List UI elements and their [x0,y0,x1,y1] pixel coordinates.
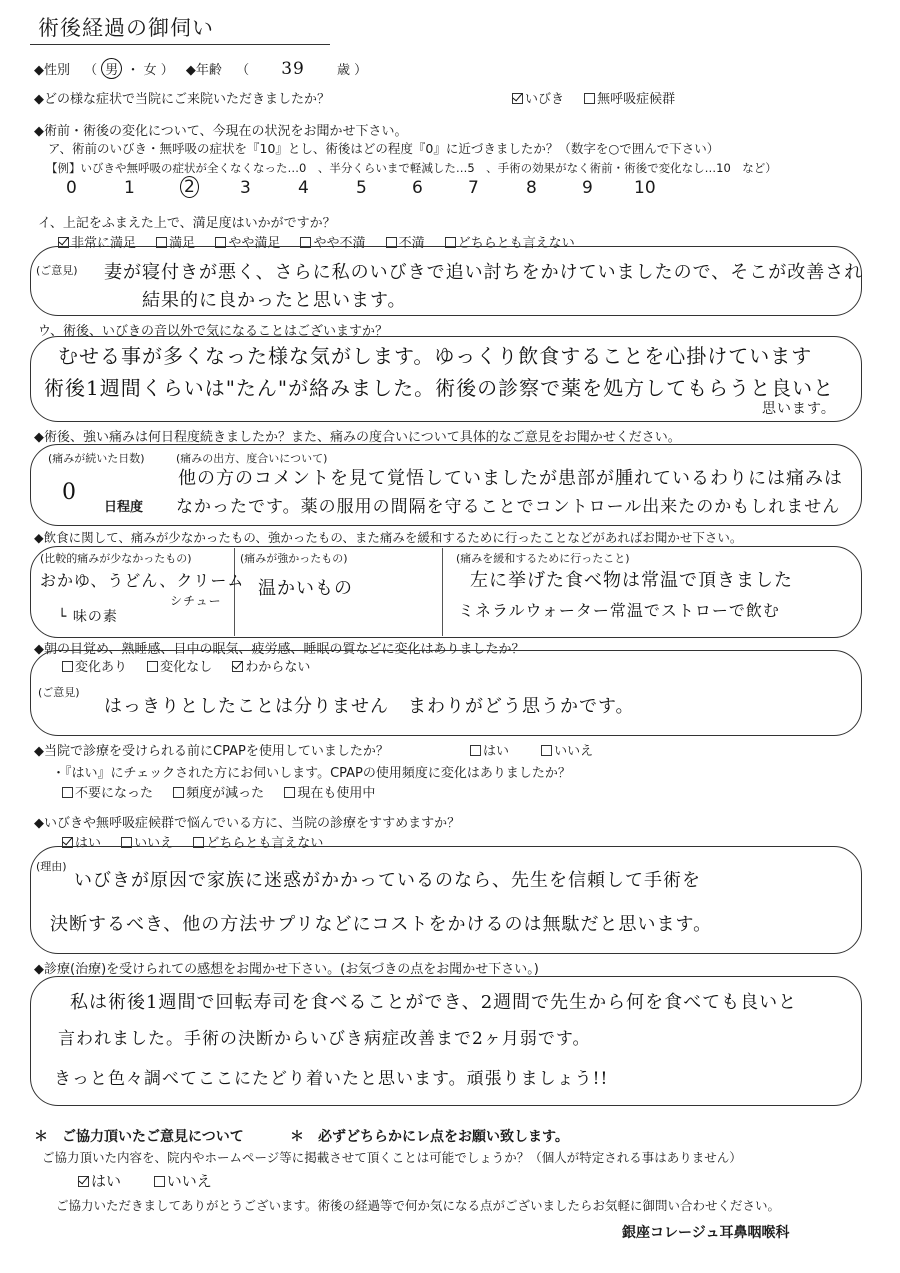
option-dissatisfied: 不満 [398,236,425,251]
option-no-change: 変化なし [160,660,213,675]
option-somewhat-dissatisfied: やや不満 [313,236,366,251]
footer-note1: ＊ ご協力頂いたご意見について [34,1129,244,1145]
publish-options [78,1170,228,1191]
option-cpap-yes: はい [483,744,510,759]
food-divider-2 [442,548,443,636]
option-changed: 変化あり [75,660,128,675]
option-apnea: 無呼吸症候群 [597,92,676,107]
footer-thanks: ご協力いただきましてありがとうございます。術後の経過等で何か気になる点がございましたらお気軽に御問い合わせください。 [56,1198,781,1213]
scale-8[interactable]: 8 [526,178,537,198]
scale-6[interactable]: 6 [412,178,423,198]
q-change-text: ◆術前・術後の変化について、今現在の状況をお聞かせ下さい。 [34,124,408,139]
satisfaction-opinion-label: (ご意見) [36,264,78,277]
option-cpap-no: いいえ [554,744,594,759]
option-no-longer-needed: 不要になった [75,786,154,801]
q-change-example: 【例】いびきや無呼吸の症状が全くなくなった…0 、半分くらいまで軽減した…5 、手術の効果がなく術前・術後で変化なし…10 など） [46,161,777,175]
clinic-name: 銀座コレージュ耳鼻咽喉科 [622,1225,790,1241]
title-underline [30,44,330,45]
page-title: 術後経過の御伺い [38,16,214,40]
sex-separator: ・ [126,63,140,78]
pain-days-value[interactable]: 0 [62,480,77,505]
scale-3[interactable]: 3 [240,178,251,198]
option-somewhat-satisfied: やや満足 [228,236,281,251]
option-publish-no: いいえ [166,1172,212,1190]
sex-female-option[interactable]: 女 [143,63,157,78]
checkbox-cpap-yes[interactable] [470,745,481,756]
checkbox-publish-yes[interactable] [78,1176,89,1187]
footer-publish-question: ご協力頂いた内容を、院内やホームページ等に掲載させて頂くことは可能でしょうか？（個人が特定される事はありません） [42,1150,742,1165]
food-col1-line1: おかゆ、うどん、クリーム [40,571,245,590]
food-col2-answer: 温かいもの [258,578,353,599]
sex-male-option[interactable]: 男 [101,58,122,79]
age-label: ◆年齢 [185,63,222,78]
satisfaction-answer-line1: 妻が寝付きが悪く、さらに私のいびきで追い討ちをかけていましたので、そこが改善され [104,262,864,283]
age-value[interactable]: 39 [281,59,305,79]
q-satisfaction-text: イ、上記をふまえた上で、満足度はいかがですか？ [38,216,336,231]
q-symptom-text: ◆どの様な症状で当院にご来院いただきましたか？ [34,92,330,107]
food-col3-label: (痛みを緩和するために行ったこと) [456,552,630,565]
food-col1-line2: シチュー [170,594,222,608]
pain-days-unit: 日程度 [104,500,144,515]
impression-answer-line3: きっと色々調べてここにたどり着いたと思います。頑張りましょう!! [54,1069,609,1089]
recommend-reason-label: (理由) [36,860,67,873]
scale-0[interactable]: 0 [66,178,77,198]
checkbox-apnea[interactable] [584,93,595,104]
satisfaction-answer-line2: 結果的に良かったと思います。 [142,290,407,311]
scale-4[interactable]: 4 [298,178,309,198]
q-pain-text: ◆術後、強い痛みは何日程度続きましたか？また、痛みの度合いについて具体的なご意見をお聞かせください。 [34,430,681,445]
checkbox-still-using[interactable] [284,787,295,798]
q-symptom-options [512,88,691,107]
scale-2[interactable]: 2 [180,176,199,198]
sex-row: ◆性別 （ 男 ・ 女 ） ◆年齢 （ 39 歳 ） [34,59,368,79]
scale-10[interactable]: 10 [634,178,656,198]
sleep-answer: はっきりとしたことは分りません まわりがどう思うかです。 [104,696,635,717]
checkbox-no-longer-needed[interactable] [62,787,73,798]
food-col3-line1: 左に挙げた食べ物は常温で頂きました [470,570,793,591]
recommend-answer-line1: いびきが原因で家族に迷惑がかかっているのなら、先生を信頼して手術を [74,870,701,891]
q-food-text: ◆飲食に関して、痛みが少なかったもの、強かったもの、また痛みを緩和するために行ったことなどがあればお聞かせ下さい。 [34,530,743,545]
cpap-options [470,740,609,759]
food-col1-label: (比較的痛みが少なかったもの) [40,552,192,565]
other-answer-line2: 術後1週間くらいは"たん"が絡みました。術後の診察で薬を処方してもらうと良いと [44,376,835,400]
checkbox-cpap-no[interactable] [541,745,552,756]
scale-9[interactable]: 9 [582,178,593,198]
scale-1[interactable]: 1 [124,178,135,198]
option-still-using: 現在も使用中 [297,786,376,801]
option-unknown: わからない [245,660,311,675]
option-recommend-no: いいえ [134,836,174,851]
option-recommend-yes: はい [75,836,102,851]
q-recommend-text: ◆いびきや無呼吸症候群で悩んでいる方に、当院の診療をすすめますか？ [34,816,461,831]
option-very-satisfied: 非常に満足 [71,236,137,251]
checkbox-less-frequent[interactable] [173,787,184,798]
option-less-frequent: 頻度が減った [186,786,265,801]
age-unit: 歳 [337,63,351,78]
q-cpap-text: ◆当院で診療を受けられる前にCPAPを使用していましたか？ [34,744,389,759]
checkbox-ibiki[interactable] [512,93,523,104]
impression-answer-line1: 私は術後1週間で回転寿司を食べることができ、2週間で先生から何を食べても良いと [70,992,798,1013]
option-satisfied: 満足 [169,236,196,251]
option-recommend-neither: どちらとも言えない [206,836,324,851]
q-other-text: ウ、術後、いびきの音以外で気になることはございますか？ [38,324,388,339]
food-col1-line3: └ 味の素 [58,609,118,625]
cpap-sub-options [62,782,391,801]
option-neither: どちらとも言えない [457,236,575,251]
q-sleep-text: ◆朝の目覚め、熟睡感、日中の眠気、疲労感、睡眠の質などに変化はありましたか？ [34,642,525,657]
recommend-answer-box[interactable] [30,846,862,954]
pain-degree-label: (痛みの出方、度合いについて) [176,452,328,465]
footer-note2: ＊ 必ずどちらかにレ点をお願い致します。 [290,1129,569,1145]
impression-answer-line2: 言われました。手術の決断からいびき病症改善まで2ヶ月弱です。 [58,1029,591,1049]
pain-answer-line2: なかったです。薬の服用の間隔を守ることでコントロール出来たのかもしれません [176,497,841,517]
q-cpap-sub: ・『はい』にチェックされた方にお伺いします。CPAPの使用頻度に変化はありましたか？ [52,766,571,781]
checkbox-publish-no[interactable] [154,1176,165,1187]
recommend-answer-line2: 決断するべき、他の方法サプリなどにコストをかけるのは無駄だと思います。 [50,914,713,935]
sex-label: ◆性別 [34,63,70,78]
food-col2-label: (痛みが強かったもの) [240,552,348,565]
other-answer-line1: むせる事が多くなった様な気がします。ゆっくり飲食することを心掛けています [58,344,813,368]
q-impression-text: ◆診療(治療)を受けられての感想をお聞かせ下さい。(お気づきの点をお聞かせ下さい。) [34,962,539,977]
other-answer-line3: 思います。 [762,401,836,417]
food-divider-1 [234,548,235,636]
scale-5[interactable]: 5 [356,178,367,198]
option-publish-yes: はい [91,1172,122,1190]
pain-answer-line1: 他の方のコメントを見て覚悟していましたが患部が腫れているわりには痛みは [178,468,843,489]
pain-days-label: (痛みが続いた日数) [48,452,145,465]
option-ibiki: いびき [525,92,565,107]
sleep-opinion-label: (ご意見) [38,686,80,699]
q-change-sub: ア、術前のいびき・無呼吸の症状を『10』とし、術後はどの程度『0』に近づきましたか？（数字を○で囲んで下さい） [48,141,720,156]
food-col3-line2: ミネラルウォーター常温でストローで飲む [458,601,780,620]
scale-7[interactable]: 7 [468,178,479,198]
